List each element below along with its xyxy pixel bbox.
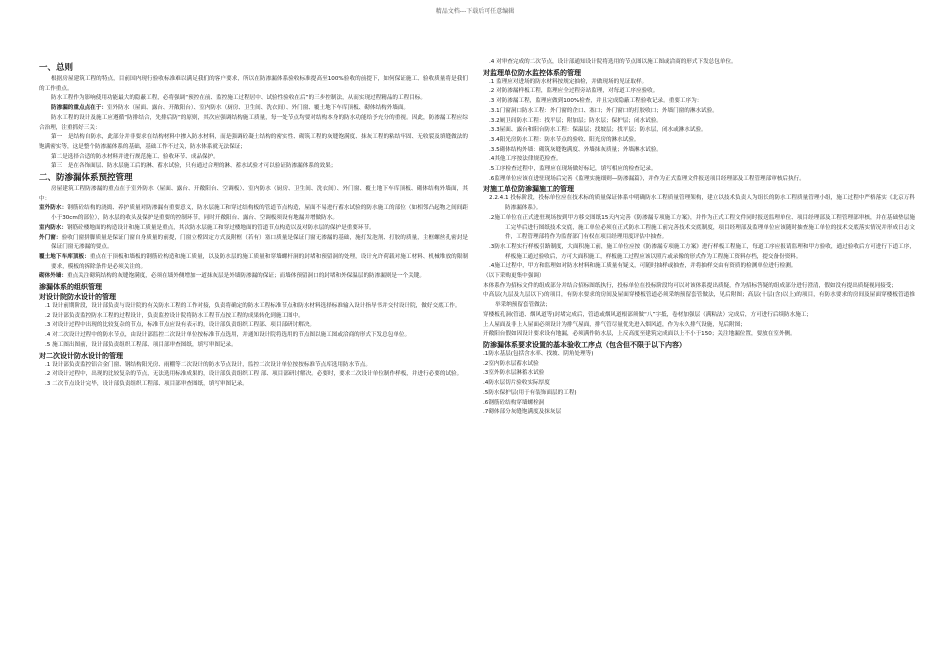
paragraph <box>39 380 468 390</box>
sub-heading <box>483 68 915 78</box>
paragraph <box>39 302 468 312</box>
paragraph-text: .3 二次节点设计完毕，设计部负责组织工程部、项目部审查图纸，填写审图记录。 <box>45 380 248 387</box>
paragraph <box>39 321 468 331</box>
paragraph <box>39 224 468 234</box>
paragraph-text: 开敞阳台假如因设计要求设有地漏，必须满作防水层，上反高度至建筑完成面以上不小于150；关注地漏位置，要放在室外侧。 <box>483 331 796 338</box>
paragraph-text: 本体系作为招标文件的组成部分并结合招标图纸执行，投标单位在投标阶段均可以对该体系提出质疑，作为招标答疑的组成部分进行澄清，假如没有提出质疑视同接受； <box>483 282 897 289</box>
paragraph-text: .3.1门窗洞口防水工程：外门窗的企口、塞口；外门窗口的打胶收口；外墙门窗的淋水试验。 <box>489 107 718 114</box>
paragraph-text: 房屋建筑工程防渗漏的重点在于室外防水（屋面、露台、开敞阳台、空调板）、室内防水（厨房、卫生间、洗衣间）、外门窗、覆土地下车库顶板、砌体结构外墙面，其中： <box>39 186 468 202</box>
paragraph-text: .4其他工序按法律规范检查。 <box>489 156 562 163</box>
paragraph <box>483 58 915 68</box>
sub-heading <box>483 340 915 350</box>
paragraph <box>483 97 915 107</box>
paragraph <box>483 136 915 146</box>
paragraph-lead: 砌体外墙： <box>39 273 67 280</box>
sub-heading <box>39 282 468 292</box>
paragraph <box>483 194 915 213</box>
paragraph <box>483 360 915 370</box>
sub-heading <box>39 292 468 302</box>
paragraph-text: .6钢筋砼结构穿墙螺栓洞 <box>483 399 545 406</box>
paragraph-text: .3室外防水层淋蓄水试验 <box>483 370 545 377</box>
paragraph <box>483 243 915 262</box>
paragraph <box>39 370 468 380</box>
paragraph-text: 钢筋砼楼地面的构造设计和施工质量是重点，其次防水层施工和穿过楼地面的管道节点构造以及对防水层的保护是重要环节。 <box>66 224 375 231</box>
paragraph <box>483 117 915 127</box>
paragraph-text: 穿楼板孔洞(管道、烟风道等)封堵完成后，管道或烟风道根部须做“八”字抵，卷材加强层（满粘法）完成后，方可进行后续防水施工； <box>483 311 813 318</box>
paragraph <box>483 399 915 409</box>
paragraph-text: 对设计院防水设计的管理 <box>39 293 116 302</box>
paragraph-text: 第一 是结构自防水，此部分并非要求在结构材料中掺入防水材料，而是强调砼凝土结构的密实性、砌筑工程的灰缝饱满度、抹灰工程的粘结牢固、无收裂及填缝做法的饱满密实等，这是整个防渗漏体系的基础，基础工作不过关，防水体系就无法保证； <box>39 134 468 150</box>
paragraph <box>483 311 915 321</box>
paragraph <box>483 155 915 165</box>
paragraph <box>483 146 915 156</box>
paragraph-text: .5 施工图出图前，设计部负责组织工程部、项目部审查图纸，填写审图记录。 <box>45 341 237 348</box>
paragraph <box>483 389 915 399</box>
paragraph <box>483 321 915 331</box>
paragraph-text: .3.2厕卫间防水工程：找平层；附加层；防水层；保护层；闭水试验。 <box>489 117 662 124</box>
paragraph <box>483 214 915 243</box>
paragraph <box>483 165 915 175</box>
paragraph <box>483 330 915 340</box>
paragraph <box>39 312 468 322</box>
paragraph-text: 室外防水（屋面、露台、开敞阳台）、室内防水（厨房、卫生间、洗衣间）、外门窗、覆土地下车库顶板、砌体结构外墙面。 <box>106 105 410 112</box>
paragraph <box>39 341 468 351</box>
paragraph-text: .5防水保护层(用于有装饰面层的工程) <box>483 389 577 396</box>
paragraph-text: 上人屋面及非上人屋面必须设计为排气屋面，排气管尽量优先进入烟风道，作为永久排气设施，见后附图； <box>483 321 746 328</box>
paragraph-text: .2 设计部负责监控防水工程的过程设计，负责监控设计院将防水工程节点按工程的成果转化到施工图中。 <box>45 312 304 319</box>
paragraph <box>483 350 915 360</box>
paragraph <box>39 234 468 253</box>
paragraph-text: 一、总则 <box>39 63 74 73</box>
paragraph-text: 防渗漏体系要求设置的基本验收工序点（包含但不限于以下内容） <box>483 340 686 349</box>
section-heading <box>39 173 468 184</box>
paragraph-text: 对施工单位防渗漏施工的管理 <box>483 185 574 194</box>
paragraph <box>39 114 468 133</box>
paragraph-text: .1防水基层(包括含水率、找坡、阴角处理等) <box>483 350 594 357</box>
paragraph <box>39 94 468 104</box>
paragraph <box>483 262 915 272</box>
paragraph-text: 中高层(九层及九层以下)的项目，有防水要求的房间及屋面穿楼板管道必须采纳预留套管做法，见后附图；高层(十层(含)以上)的项目，有防水要求的房间及屋面穿楼板管道推举采纳预留套管做法； <box>483 292 915 309</box>
paragraph <box>483 87 915 97</box>
paragraph-text: .3.3屋面、露台和阳台防水工程：保温层；找坡层；找平层；防水层，闭水或淋水试验。 <box>489 127 707 134</box>
section-heading <box>39 63 468 74</box>
paragraph-text: .1 监理应对进场的防水材料按规定抽检，并做现场的见证取样。 <box>489 78 648 85</box>
paragraph-text: .2施工单位在正式进驻现场按到甲方移交图纸15天内完善《防渗漏专项施工方案》，并作为正式工程文件同时报送监理单位、项目经理部及工程管理部审核，并在基础垫层施工完毕后进行图纸技术交底，施工单位必须在正式防水工程施工前完善技术交底制度，项目经理部及监理单位应该随时抽查施工单位的技术交底落实情况并形成日志文件，工程管理部将作为监督部门有权在项目经理用度评估中抽查。 <box>489 214 915 241</box>
paragraph-text: .2 对防渗漏样板工程，监理应全过程旁站监理，对每道工序应验收。 <box>489 88 659 95</box>
paragraph <box>39 133 468 152</box>
paragraph-text: 验收门窗拼脚质量是保证门窗自身质量的前提，门窗立樘固定方式及附框（若有）塞口质量是保证门窗无渗漏的基础，施打发泡剂、打胶的质量，主框螺丝孔密封是保证门窗无渗漏的要点。 <box>51 234 468 251</box>
paragraph-text: .3 对设计过程中出现的比较复杂的节点，标准节点应设有表示的，设计部负责组织工程部、项目部研讨解决。 <box>45 322 316 329</box>
paragraph-text: .1 设计前期阶段，设计部负责与设计院的有关防水工程的工作对接，负责将确定的防水工程标准节点和防水材料选择标准输入设计指导书并交付设计院，做好交底工作。 <box>45 303 461 310</box>
paragraph-text: .4 对审查完成的二次节点，设计部通知设计院将选用的节点图以施工图或洽商的形式下发总包单位。 <box>489 59 737 65</box>
paragraph <box>483 379 915 389</box>
paragraph-lead: 防渗漏的重点点在于： <box>51 105 107 112</box>
paragraph-text: 第二是选择合适的防水材料并进行规范施工、验收环节、成品保护。 <box>51 153 219 160</box>
paragraph-text: 钢筋砼结构的浇捣、养护质量对防渗漏有重要意义，防水层施工和穿过结构板的管道节点构造，屋面不易进行蓄水试验的防水施工的部位（如相邻凸起物之间间距小于30cm的部位），防水层的收头及保护是重要的控制环节，同时开敞阳台、露台、空调板须设有地漏并增做防水。 <box>51 205 468 222</box>
paragraph-lead: 室内防水： <box>39 224 67 231</box>
paragraph-text: .6监理单位应该在进驻现场后完善《监理实施细则—防渗漏篇》，并作为正式监理文件报送项目经理部及工程管理部审核后执行。 <box>489 175 805 182</box>
paragraph <box>39 272 468 282</box>
paragraph-text: .4施工过程中，甲方和监理如对防水材料和施工质量有疑义，可随时抽样或抽查，并将抽样交由有资质的检测单位进行检测。 <box>489 263 797 270</box>
paragraph <box>39 331 468 341</box>
paragraph <box>39 204 468 223</box>
paragraph-text: 重点关注砌筑结构的灰缝饱满度，必须在墙外侧增加一道抹灰层是外墙防渗漏的保证；而墙体预留洞口的封堵和外保温层的防渗漏则是一个关键。 <box>66 273 425 280</box>
paragraph-text: 防水工程的设计及施工应遵循“防排结合，先排后防”的原则，其次应强调结构施工质量，每一处节点均要对结构本身的防水功能给予充分的重视。因此，防渗漏工程应综合治理，注重抓好三关： <box>39 114 468 131</box>
paragraph-text: 2.2.4.1 投标阶段，投标单位应在技术标的质量保证体系中明确防水工程质量管理架构，建立以技术负责人为组长的防水工程质量管理小组，施工过程中严格落实《北京万科防渗漏体系》。 <box>489 195 915 212</box>
paragraph <box>483 408 915 418</box>
paragraph-lead: 室外防水： <box>39 205 68 212</box>
right-column <box>483 58 915 418</box>
paragraph-text: .3防水工程实行样板引路制度，大面积施工前，施工单位应按《防渗漏专项施工方案》进行样板工程施工，每道工序应报请监理和甲方验收，通过验收后方可进行下道工序，样板施工通过验收后，方可大面积施工，样板施工过程应该以照片或录像的形式作为工程施工资料存档，提交备份资料。 <box>489 243 915 260</box>
paragraph-text: .1 设计部负责监控铝合金门窗、钢结构阳光房、雨棚等二次设计的防水节点设计，监控二次设计单位按按标准节点库选用防水节点。 <box>45 361 371 368</box>
paragraph-text: 第三 是在各饰面层、防水层施工后的淋、蓄水试验，只有通过合理的淋、蓄水试验才可以验证防渗漏体系的效果； <box>51 163 337 170</box>
paragraph <box>483 126 915 136</box>
paragraph-text: .5工序检查过程中，监理应在现场做好标记，填写相应的检查记录。 <box>489 166 657 173</box>
paragraph-text: .7砌体部分灰缝饱满度及抹灰层 <box>483 409 562 416</box>
paragraph-text: 重点在于顶板和墙板的钢筋砼构造和施工质量，以及防水层的施工质量和穿墙螺杆洞的封堵和预留洞的处理，设计允许荷载对施工材料、机械堆放的限制要求，模板的拆除条件是必须关注的。 <box>51 253 468 270</box>
paragraph-text: 根据房屋建筑工程的特点，目前国内现行验收标准难以满足我们的客户要求，所以在防渗漏体系验收标准提高至100%验收的前提下，如何保证施工、验收质量将是我们的工作重点。 <box>39 76 468 92</box>
paragraph-text: .3 对防渗漏工程，监理应做到100%检查，并且完成隐蔽工程验收记录。重要工序为： <box>489 98 703 105</box>
paragraph-text: 对监理单位防水监控体系的管理 <box>483 68 581 77</box>
paragraph-text: 渗漏体系的组织管理 <box>39 283 102 292</box>
page-header: 精品文档---下载后可任意编辑 <box>435 8 515 15</box>
paragraph-lead: 覆土地下车库顶板： <box>39 253 90 260</box>
paragraph <box>483 78 915 88</box>
paragraph-lead: 外门窗： <box>39 234 62 241</box>
paragraph-text: （以下采购更集中强调） <box>483 273 545 280</box>
paragraph-text: .3.5砌体结构外墙：砌筑灰缝饱满度、外墙抹灰质量；外墙淋水试验。 <box>489 146 662 153</box>
paragraph-text: .3.4阳光房防水工程：防水节点的验收、阳光房的淋水试验。 <box>489 136 640 143</box>
paragraph <box>483 291 915 310</box>
paragraph-text: 对二次设计防水设计的管理 <box>39 351 123 360</box>
paragraph-text: .4防水层切片验收实际厚度 <box>483 380 550 387</box>
paragraph <box>39 253 468 272</box>
paragraph <box>39 75 468 94</box>
paragraph <box>39 153 468 163</box>
paragraph-text: .2室内防水层蓄水试验 <box>483 360 539 367</box>
paragraph-text: .4 对二次设计过程中的防水节点，由设计部监控二次设计单位按标准节点选用，并通知设计院将选用的节点图以施工图或洽商的形式下发总包单位。 <box>45 332 411 339</box>
left-column <box>39 62 468 390</box>
paragraph <box>39 104 468 114</box>
sub-heading <box>483 184 915 194</box>
paragraph-text: 防水工程作为影响使用功能最大的隐蔽工程，必将强调“预控在前、监控施工过程居中、试验性验收在后”的三步控制法，从而实现过程精品的工程目标。 <box>51 95 426 102</box>
paragraph <box>39 361 468 371</box>
paragraph <box>483 369 915 379</box>
paragraph <box>39 162 468 172</box>
paragraph <box>39 185 468 204</box>
paragraph-text: 二、防渗漏体系预控管理 <box>39 173 133 184</box>
paragraph <box>483 107 915 117</box>
paragraph <box>483 282 915 292</box>
paragraph <box>483 272 915 282</box>
paragraph-text: .2 对设计过程中，出现的比较复杂的节点，无法选用标准成果的，设计部负责组织工程 部、项目部研讨解决。必要时，要求二次设计单位制作样板，并进行必要的试验。 <box>45 371 463 378</box>
sub-heading <box>39 351 468 361</box>
paragraph <box>483 175 915 185</box>
